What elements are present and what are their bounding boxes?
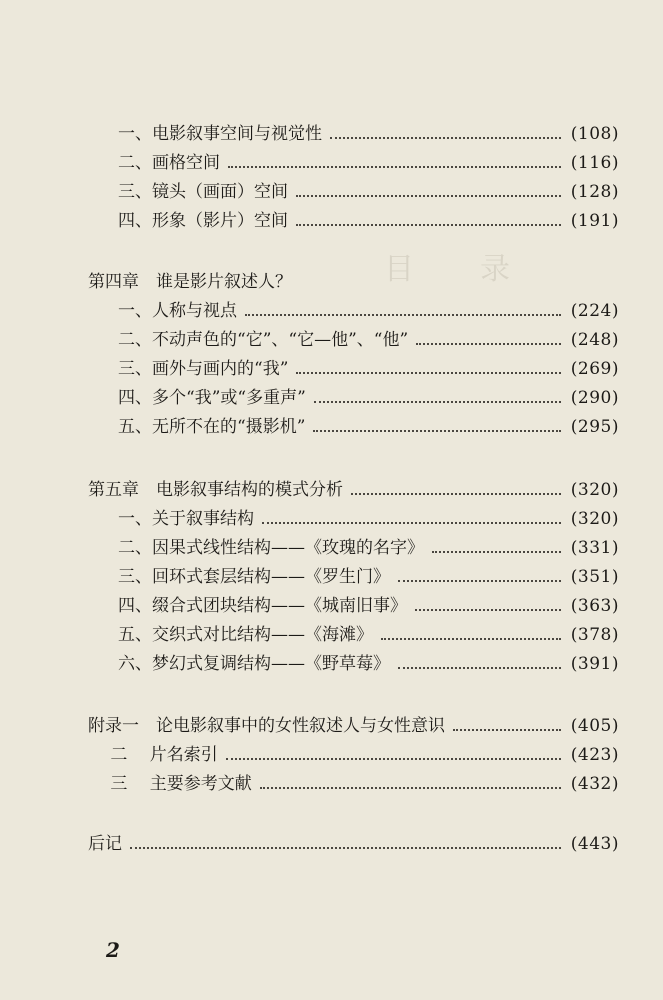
leader-dots <box>260 783 561 789</box>
toc-entry[interactable] <box>0 355 663 383</box>
leader-dots <box>130 843 561 849</box>
toc-entry[interactable] <box>0 120 663 148</box>
toc-entry-page: (378) <box>570 625 619 645</box>
leader-dots <box>313 426 560 432</box>
toc-entry[interactable] <box>0 178 663 206</box>
leader-dots <box>330 133 561 139</box>
leader-dots <box>453 725 561 731</box>
leader-dots <box>415 605 561 611</box>
afterword-label: 后记 <box>88 834 122 854</box>
toc-entry-page: (331) <box>570 538 619 558</box>
bleed-through-text: 目 录 <box>384 252 528 287</box>
leader-dots <box>226 754 561 760</box>
toc-entry-label: 五、交织式对比结构——《海滩》 <box>118 625 373 645</box>
afterword-entry[interactable] <box>0 830 663 858</box>
toc-entry-label: 六、梦幻式复调结构——《野草莓》 <box>118 654 390 674</box>
chapter-title: 第四章 谁是影片叙述人？ <box>88 272 292 292</box>
toc-entry-page: (128) <box>570 182 619 202</box>
appendix-label: 二 片名索引 <box>88 745 218 765</box>
toc-entry-label: 四、多个“我”或“多重声” <box>118 388 306 408</box>
leader-dots <box>398 663 561 669</box>
leader-dots <box>314 397 561 403</box>
toc-entry-page: (269) <box>570 359 619 379</box>
appendix-entry[interactable] <box>0 741 663 769</box>
toc-entry-label: 三、镜头（画面）空间 <box>118 182 288 202</box>
toc-entry-page: (248) <box>570 330 619 350</box>
leader-dots <box>416 339 561 345</box>
toc-entry-label: 一、关于叙事结构 <box>118 509 254 529</box>
toc-entry-page: (391) <box>570 654 619 674</box>
leader-dots <box>296 220 561 226</box>
toc-entry[interactable] <box>0 207 663 235</box>
toc-entry-page: (363) <box>570 596 619 616</box>
appendix-page: (405) <box>570 716 619 736</box>
chapter-title: 第五章 电影叙事结构的模式分析 <box>88 480 343 500</box>
leader-dots <box>432 547 561 553</box>
leader-dots <box>296 191 561 197</box>
toc-entry-label: 五、无所不在的“摄影机” <box>118 417 306 437</box>
toc-entry[interactable] <box>0 149 663 177</box>
toc-entry-page: (290) <box>570 388 619 408</box>
leader-dots <box>381 634 561 640</box>
toc-entry-label: 三、画外与画内的“我” <box>118 359 289 379</box>
toc-entry[interactable] <box>0 413 663 441</box>
chapter-page: (320) <box>570 480 619 500</box>
toc-entry-page: (320) <box>570 509 619 529</box>
leader-dots <box>228 162 561 168</box>
toc-entry-label: 四、形象（影片）空间 <box>118 211 288 231</box>
appendix-label: 附录一 论电影叙事中的女性叙述人与女性意识 <box>88 716 445 736</box>
toc-entry[interactable] <box>0 650 663 678</box>
toc-entry[interactable] <box>0 621 663 649</box>
leader-dots <box>262 518 561 524</box>
toc-entry-label: 一、电影叙事空间与视觉性 <box>118 124 322 144</box>
toc-entry-label: 三、回环式套层结构——《罗生门》 <box>118 567 390 587</box>
toc-entry-label: 一、人称与视点 <box>118 301 237 321</box>
leader-dots <box>398 576 561 582</box>
toc-entry[interactable] <box>0 534 663 562</box>
leader-dots <box>351 489 561 495</box>
appendix-entry[interactable] <box>0 770 663 798</box>
toc-entry-label: 二、不动声色的“它”、“它—他”、“他” <box>118 330 409 350</box>
chapter-heading[interactable] <box>0 476 663 504</box>
toc-entry-label: 四、缀合式团块结构——《城南旧事》 <box>118 596 407 616</box>
page-number: 2 <box>106 938 120 962</box>
toc-entry-label: 二、画格空间 <box>118 153 220 173</box>
toc-entry[interactable] <box>0 592 663 620</box>
appendix-entry[interactable] <box>0 712 663 740</box>
toc-entry-page: (108) <box>570 124 619 144</box>
chapter-heading[interactable] <box>0 268 663 296</box>
leader-dots <box>296 368 560 374</box>
toc-entry-page: (295) <box>570 417 619 437</box>
appendix-page: (432) <box>570 774 619 794</box>
leader-dots <box>245 310 561 316</box>
appendix-label: 三 主要参考文献 <box>88 774 252 794</box>
toc-entry-page: (224) <box>570 301 619 321</box>
toc-entry[interactable] <box>0 297 663 325</box>
toc-entry[interactable] <box>0 384 663 412</box>
toc-entry-page: (191) <box>570 211 619 231</box>
toc-entry[interactable] <box>0 326 663 354</box>
toc-entry[interactable] <box>0 505 663 533</box>
toc-entry[interactable] <box>0 563 663 591</box>
afterword-page: (443) <box>570 834 619 854</box>
toc-entry-page: (116) <box>570 153 619 173</box>
toc-entry-label: 二、因果式线性结构——《玫瑰的名字》 <box>118 538 424 558</box>
appendix-page: (423) <box>570 745 619 765</box>
toc-entry-page: (351) <box>570 567 619 587</box>
